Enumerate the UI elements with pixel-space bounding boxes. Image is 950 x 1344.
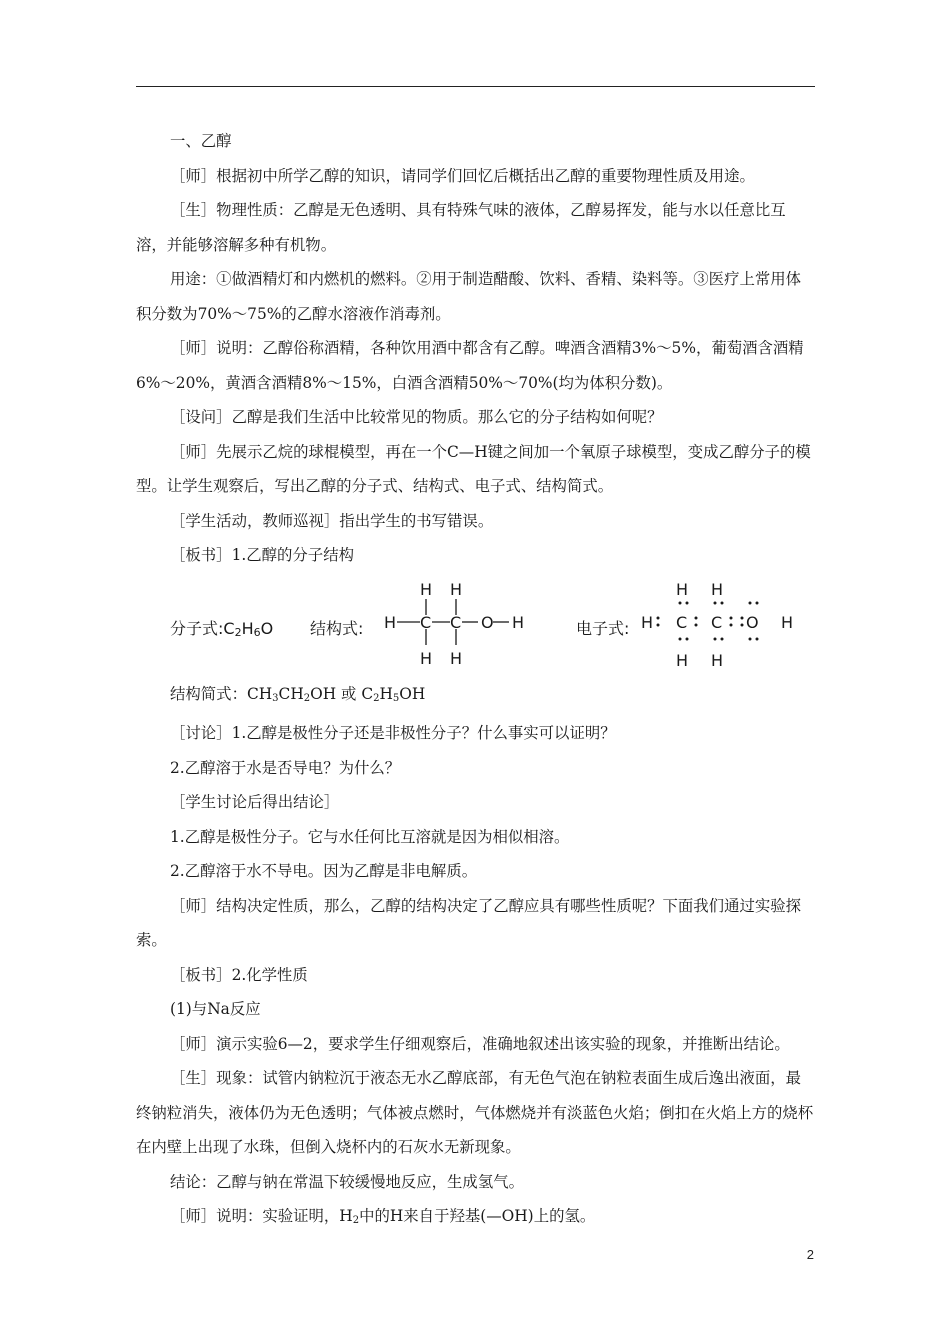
page-number: 2 — [806, 1247, 814, 1262]
atom-h: H — [450, 579, 463, 599]
atom-h: H — [676, 650, 689, 670]
paragraph: ［生］物理性质：乙醇是无色透明、具有特殊气味的液体，乙醇易挥发，能与水以任意比互溶，并能够溶解多种有机物。 — [136, 201, 786, 254]
paragraph: ［师］说明：乙醇俗称酒精，各种饮用酒中都含有乙醇。啤酒含酒精3%～5%，葡萄酒含酒精6%～20%，黄酒含酒精8%～15%，白酒含酒精50%～70%(均为体积分数)。 — [136, 339, 804, 392]
paragraph: ［板书］1.乙醇的分子结构 — [170, 546, 354, 564]
atom-c: C — [450, 612, 462, 632]
atom-h: H — [420, 648, 433, 668]
atom-c: C — [676, 612, 688, 632]
header-rule — [136, 86, 815, 87]
paragraph: ［师］演示实验6—2，要求学生仔细观察后，准确地叙述出该实验的现象，并推断出结论。 — [170, 1034, 790, 1053]
paragraph: 1.乙醇是极性分子。它与水任何比互溶就是因为相似相溶。 — [170, 827, 570, 846]
paragraph: ［师］结构决定性质，那么，乙醇的结构决定了乙醇应具有哪些性质呢？下面我们通过实验探索。 — [136, 896, 802, 949]
electron-formula-label: 电子式: — [576, 618, 630, 638]
paragraph: 用途：①做酒精灯和内燃机的燃料。②用于制造醋酸、饮料、香精、染料等。③医疗上常用体积分数为70%～75%的乙醇水溶液作消毒剂。 — [136, 270, 802, 323]
atom-h: H — [711, 579, 724, 599]
atom-h: H — [781, 612, 794, 632]
ethanol-formula-block — [136, 575, 815, 677]
structural-formula-label: 结构式: — [310, 618, 364, 638]
document-body — [136, 124, 815, 1239]
paragraph: ［师］先展示乙烷的球棍模型，再在一个C—H键之间加一个氧原子球模型，变成乙醇分子的模型。让学生观察后，写出乙醇的分子式、结构式、电子式、结构简式。 — [136, 442, 811, 495]
atom-h: H — [641, 612, 654, 632]
atom-c: C — [420, 612, 432, 632]
paragraph: 2.乙醇溶于水是否导电？为什么？ — [170, 758, 401, 777]
paragraph-simplified-formula: 结构简式：$CH_3CH_2OH$ 或 $C_2H_5OH$ — [170, 684, 426, 704]
electron-formula-diagram — [641, 575, 811, 677]
atom-h: H — [450, 648, 463, 668]
paragraph: ［师］根据初中所学乙醇的知识，请同学们回忆后概括出乙醇的重要物理性质及用途。 — [170, 166, 755, 185]
paragraph: ［讨论］1.乙醇是极性分子还是非极性分子？什么事实可以证明？ — [170, 724, 616, 742]
atom-h: H — [420, 579, 433, 599]
atom-h: H — [512, 612, 525, 632]
paragraph: 2.乙醇溶于水不导电。因为乙醇是非电解质。 — [170, 862, 478, 880]
paragraph: ［学生讨论后得出结论］ — [170, 793, 340, 811]
paragraph: ［设问］乙醇是我们生活中比较常见的物质。那么它的分子结构如何呢？ — [170, 408, 663, 426]
section-heading: 一、乙醇 — [170, 132, 232, 150]
atom-h: H — [676, 579, 689, 599]
paragraph: ［学生活动，教师巡视］指出学生的书写错误。 — [170, 511, 494, 530]
structural-formula-diagram — [380, 575, 540, 677]
atom-o: O — [746, 612, 759, 632]
atom-h: H — [384, 612, 397, 632]
electron-pair-dots — [657, 601, 759, 640]
atom-h: H — [711, 650, 724, 670]
paragraph: ［生］现象：试管内钠粒沉于液态无水乙醇底部，有无色气泡在钠粒表面生成后逸出液面，最终钠粒消失，液体仍为无色透明；气体被点燃时，气体燃烧并有淡蓝色火焰；倒扣在火焰上方的烧杯在内壁上出现了水珠，但倒入烧杯内的石灰水无新现象。 — [136, 1069, 814, 1156]
atom-o: O — [481, 612, 494, 632]
paragraph: 结论：乙醇与钠在常温下较缓慢地反应，生成氢气。 — [170, 1172, 524, 1191]
molecular-formula: 分子式:C2H6O — [170, 618, 274, 639]
paragraph: ［板书］2.化学性质 — [170, 965, 308, 984]
paragraph: ［师］说明：实验证明，$H_2$中的H来自于羟基(—OH)上的氢。 — [170, 1207, 596, 1226]
atom-c: C — [711, 612, 723, 632]
paragraph: (1)与Na反应 — [170, 1000, 261, 1018]
